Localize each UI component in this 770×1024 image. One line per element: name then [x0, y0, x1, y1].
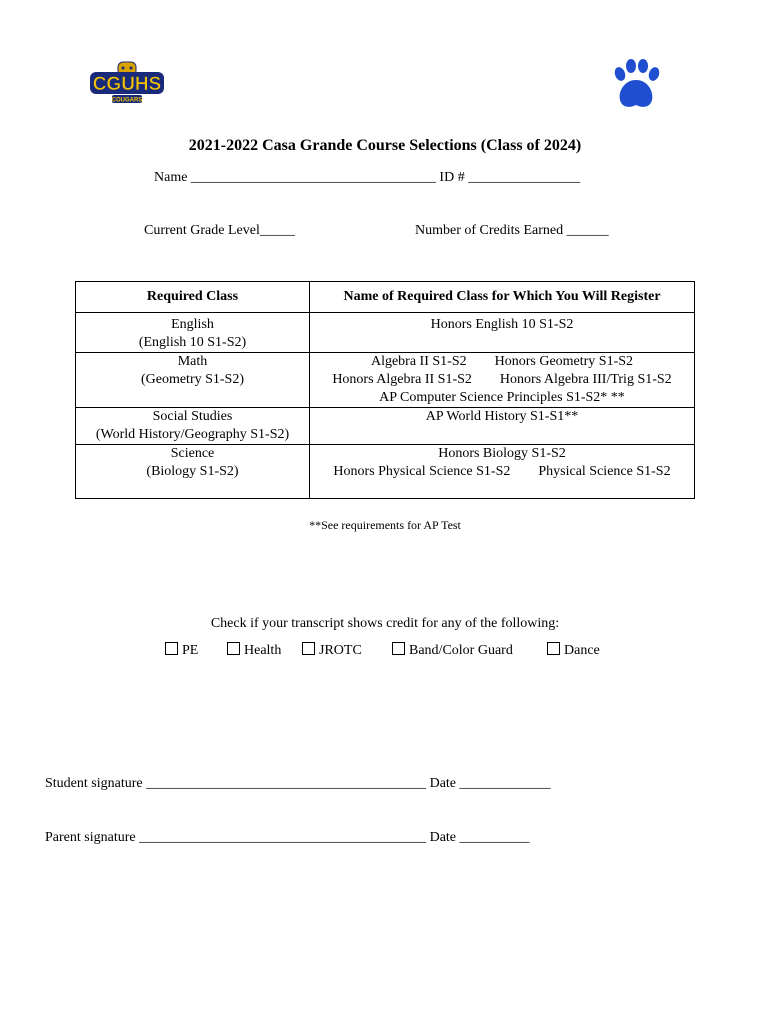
- checkbox-dance[interactable]: [547, 642, 600, 659]
- table-row-science: [76, 445, 695, 499]
- checkbox-icon[interactable]: [547, 642, 560, 655]
- table-header-row: [76, 282, 695, 313]
- option-honors-biology[interactable]: Honors Biology S1-S2: [438, 446, 566, 461]
- transcript-checkbox-row: [0, 642, 770, 662]
- english-options-cell: [310, 313, 695, 353]
- checkbox-icon[interactable]: [227, 642, 240, 655]
- table-row-english: [76, 313, 695, 353]
- checkbox-icon[interactable]: [302, 642, 315, 655]
- cguhs-logo: [88, 60, 166, 106]
- option-honors-english[interactable]: Honors English 10 S1-S2: [430, 317, 574, 332]
- course-label: (English 10 S1-S2): [138, 335, 247, 350]
- option-ap-world-history[interactable]: AP World History S1-S1**: [425, 409, 579, 424]
- parent-signature-field[interactable]: Parent signature _________________________________________ Date __________: [45, 830, 530, 845]
- option-algebra-2[interactable]: Algebra II S1-S2: [370, 354, 467, 369]
- math-cell: [76, 353, 310, 408]
- transcript-check-title: Check if your transcript shows credit for any of the following:: [210, 616, 560, 631]
- checkbox-band-color-guard[interactable]: [392, 642, 513, 659]
- option-ap-computer-science[interactable]: AP Computer Science Principles S1-S2* **: [379, 390, 625, 405]
- subject-label: Math: [177, 354, 208, 369]
- ap-test-note: **See requirements for AP Test: [309, 518, 461, 532]
- checkbox-icon[interactable]: [392, 642, 405, 655]
- science-cell: [76, 445, 310, 499]
- subject-label: Science: [170, 446, 215, 461]
- english-cell: [76, 313, 310, 353]
- option-honors-algebra-3-trig[interactable]: Honors Algebra III/Trig S1-S2: [499, 372, 672, 387]
- checkbox-jrotc[interactable]: [302, 642, 362, 659]
- subject-label: Social Studies: [152, 409, 233, 424]
- required-classes-table: [75, 281, 695, 499]
- checkbox-label: JROTC: [319, 643, 362, 658]
- name-id-field[interactable]: Name ___________________________________ ID # ________________: [154, 170, 581, 185]
- science-options-cell: [310, 445, 695, 499]
- checkbox-pe[interactable]: [165, 642, 198, 659]
- subject-label: English: [171, 317, 214, 332]
- page-title: 2021-2022 Casa Grande Course Selections (Class of 2024): [188, 137, 582, 154]
- table-row-social-studies: [76, 408, 695, 445]
- student-signature-field[interactable]: Student signature ________________________________________ Date _____________: [45, 776, 551, 791]
- checkbox-icon[interactable]: [165, 642, 178, 655]
- table-row-math: [76, 353, 695, 408]
- checkbox-label: Dance: [564, 643, 600, 658]
- social-studies-cell: [76, 408, 310, 445]
- header-register-class: Name of Required Class for Which You Will Register: [310, 282, 695, 313]
- option-honors-algebra-2[interactable]: Honors Algebra II S1-S2: [332, 372, 472, 387]
- header-required-class: Required Class: [76, 282, 310, 313]
- paw-print-icon: [608, 58, 664, 114]
- checkbox-label: PE: [182, 643, 199, 658]
- social-studies-options-cell: [310, 408, 695, 445]
- course-label: (Geometry S1-S2): [140, 372, 245, 387]
- credits-earned-field[interactable]: Number of Credits Earned ______: [415, 223, 609, 238]
- course-label: (World History/Geography S1-S2): [95, 427, 290, 442]
- checkbox-label: Health: [244, 643, 282, 658]
- svg-text:COUGARS: COUGARS: [111, 97, 143, 104]
- math-options-cell: [310, 353, 695, 408]
- svg-text:CGUHS: CGUHS: [92, 74, 162, 95]
- option-honors-geometry[interactable]: Honors Geometry S1-S2: [494, 354, 634, 369]
- checkbox-label: Band/Color Guard: [409, 643, 513, 658]
- course-label: (Biology S1-S2): [146, 464, 239, 479]
- option-honors-physical-science[interactable]: Honors Physical Science S1-S2: [333, 464, 511, 479]
- checkbox-health[interactable]: [227, 642, 281, 659]
- grade-level-field[interactable]: Current Grade Level_____: [144, 223, 295, 238]
- option-physical-science[interactable]: Physical Science S1-S2: [538, 464, 671, 479]
